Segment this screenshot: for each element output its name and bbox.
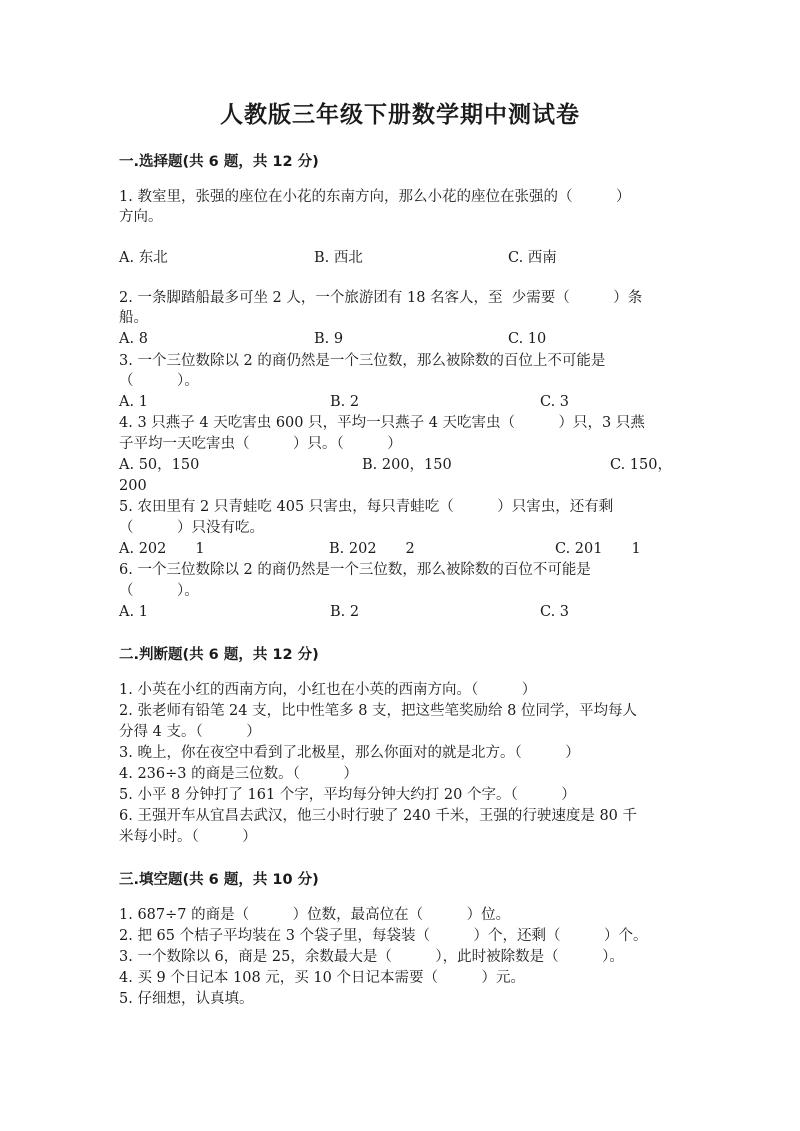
question-4-option-c-wrap: 200 bbox=[119, 478, 147, 494]
question-3-line-2: （ ）。 bbox=[119, 373, 199, 389]
question-3-option-b: B. 2 bbox=[330, 394, 360, 410]
question-5-option-c: C. 201 1 bbox=[555, 541, 641, 557]
question-5-line-1: 5. 农田里有 2 只青蛙吃 405 只害虫，每只青蛙吃（ ）只害虫，还有剩 bbox=[119, 499, 614, 515]
question-6-option-a: A. 1 bbox=[119, 604, 148, 620]
question-2-line-2: 船。 bbox=[119, 310, 148, 326]
question-6-line-2: （ ）。 bbox=[119, 583, 199, 599]
fill-in-line: 2. 把 65 个桔子平均装在 3 个袋子里，每袋装（ ）个，还剩（ ）个。 bbox=[119, 928, 648, 944]
question-2-line-1: 2. 一条脚踏船最多可坐 2 人，一个旅游团有 18 名客人，至 少需要（ ）条 bbox=[119, 290, 643, 306]
fill-in-line: 3. 一个数除以 6，商是 25，余数最大是（ ），此时被除数是（ ）。 bbox=[119, 949, 624, 965]
question-2-option-a: A. 8 bbox=[119, 331, 148, 347]
question-3-option-a: A. 1 bbox=[119, 394, 148, 410]
page-title: 人教版三年级下册数学期中测试卷 bbox=[220, 101, 580, 128]
question-5-option-b: B. 202 2 bbox=[329, 541, 415, 557]
question-1-option-a: A. 东北 bbox=[119, 250, 168, 266]
question-1-line-1: 1. 教室里，张强的座位在小花的东南方向，那么小花的座位在张强的（ ） bbox=[119, 189, 631, 205]
section-header-judgement: 二.判断题(共 6 题，共 12 分) bbox=[119, 647, 319, 663]
question-1-option-b: B. 西北 bbox=[314, 250, 363, 266]
judgement-line: 6. 王强开车从宜昌去武汉，他三小时行驶了 240 千米，王强的行驶速度是 80 千 bbox=[119, 808, 638, 824]
question-2-option-b: B. 9 bbox=[314, 331, 344, 347]
judgement-line: 米每小时。（ ） bbox=[119, 829, 257, 845]
question-1-line-2: 方向。 bbox=[119, 209, 163, 225]
fill-in-line: 1. 687÷7 的商是（ ）位数，最高位在（ ）位。 bbox=[119, 907, 511, 923]
question-4-line-2: 子平均一天吃害虫（ ）只。（ ） bbox=[119, 436, 402, 452]
section-header-choice: 一.选择题(共 6 题，共 12 分) bbox=[119, 154, 319, 170]
question-4-option-a: A. 50，150 bbox=[119, 457, 200, 473]
fill-in-line: 5. 仔细想，认真填。 bbox=[119, 991, 254, 1007]
question-3-line-1: 3. 一个三位数除以 2 的商仍然是一个三位数，那么被除数的百位上不可能是 bbox=[119, 353, 606, 369]
judgement-line: 5. 小平 8 分钟打了 161 个字，平均每分钟大约打 20 个字。（ ） bbox=[119, 787, 576, 803]
question-3-option-c: C. 3 bbox=[540, 394, 570, 410]
judgement-line: 分得 4 支。（ ） bbox=[119, 724, 261, 740]
question-4-option-c: C. 150， bbox=[610, 457, 672, 473]
question-1-option-c: C. 西南 bbox=[508, 250, 557, 266]
question-4-option-b: B. 200，150 bbox=[362, 457, 452, 473]
question-6-option-b: B. 2 bbox=[330, 604, 360, 620]
judgement-line: 1. 小英在小红的西南方向，小红也在小英的西南方向。（ ） bbox=[119, 682, 537, 698]
fill-in-line: 4. 买 9 个日记本 108 元，买 10 个日记本需要（ ）元。 bbox=[119, 970, 525, 986]
question-5-option-a: A. 202 1 bbox=[119, 541, 205, 557]
judgement-line: 3. 晚上，你在夜空中看到了北极星，那么你面对的就是北方。（ ） bbox=[119, 745, 580, 761]
question-6-line-1: 6. 一个三位数除以 2 的商仍然是一个三位数，那么被除数的百位不可能是 bbox=[119, 562, 591, 578]
question-2-option-c: C. 10 bbox=[508, 331, 547, 347]
question-5-line-2: （ ）只没有吃。 bbox=[119, 520, 264, 536]
judgement-line: 4. 236÷3 的商是三位数。（ ） bbox=[119, 766, 358, 782]
section-header-fill-in: 三.填空题(共 6 题，共 10 分) bbox=[119, 872, 319, 888]
question-6-option-c: C. 3 bbox=[540, 604, 570, 620]
judgement-line: 2. 张老师有铅笔 24 支，比中性笔多 8 支，把这些笔奖励给 8 位同学，平均每人 bbox=[119, 703, 637, 719]
question-4-line-1: 4. 3 只燕子 4 天吃害虫 600 只，平均一只燕子 4 天吃害虫（ ）只，3 只燕 bbox=[119, 415, 645, 431]
